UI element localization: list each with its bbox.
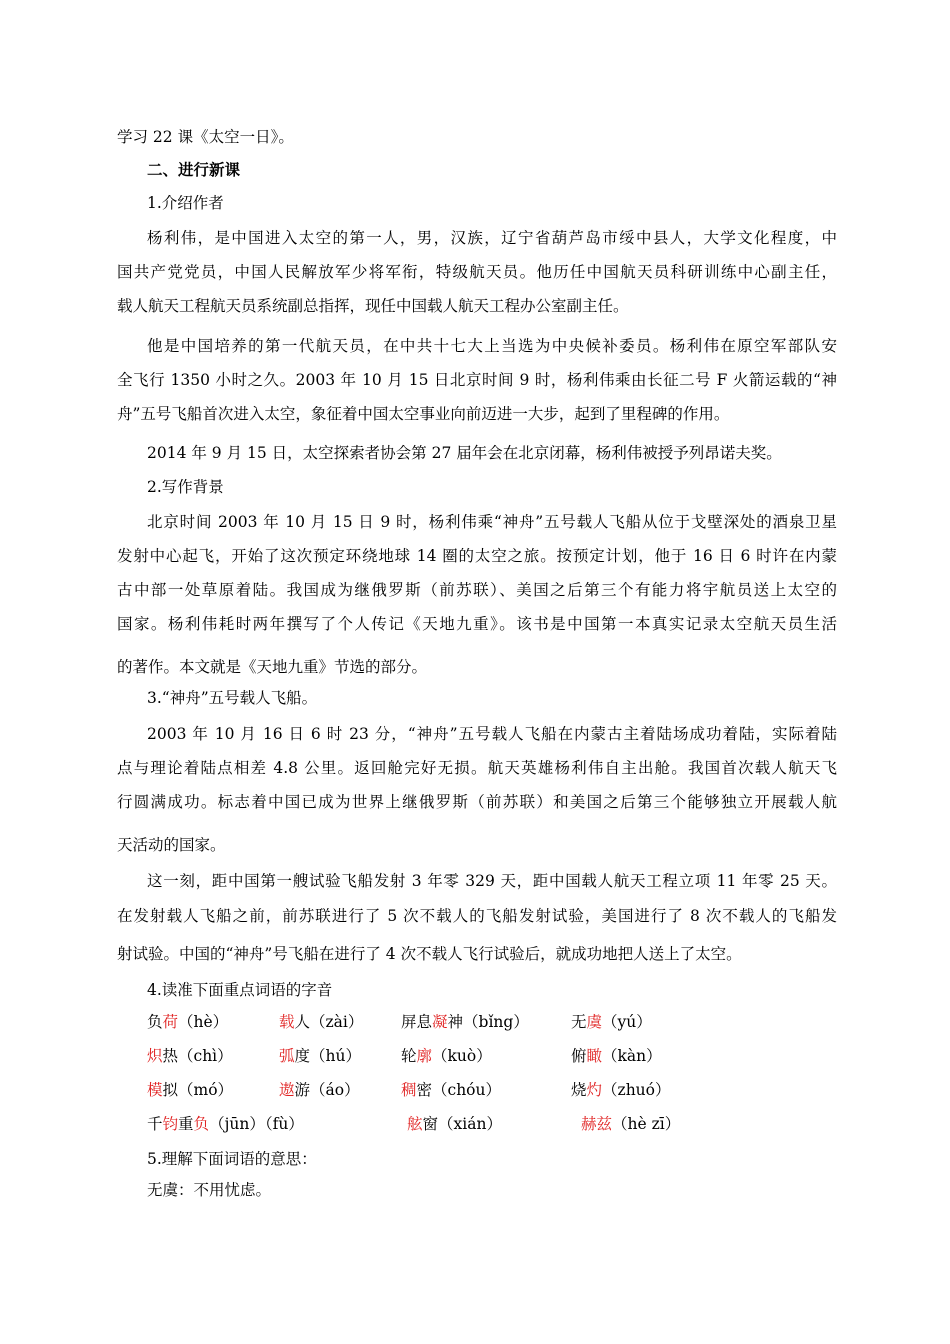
vocab-item: 炽热（chì） bbox=[147, 1047, 233, 1065]
vocab-item: 负荷（hè） bbox=[147, 1013, 229, 1031]
vocab-item: 稠密（chóu） bbox=[401, 1081, 501, 1099]
shenzhou-p1-line3: 行圆满成功。标志着中国已成为世界上继俄罗斯（前苏联）和美国之后第三个能够独立开展载人航 bbox=[117, 793, 837, 811]
shenzhou-heading: 3.“神舟”五号载人飞船。 bbox=[147, 689, 318, 707]
vocab-item: 轮廓（kuò） bbox=[401, 1047, 492, 1065]
background-line2: 发射中心起飞，开始了这次预定环绕地球 14 圈的太空之旅。按预定计划，他于 16 日 6 时许在内蒙 bbox=[117, 547, 837, 565]
vocab-item: 遨游（áo） bbox=[279, 1081, 360, 1099]
vocab-item: 赫兹（hè zī） bbox=[581, 1115, 681, 1133]
author-p1-line2: 国共产党党员，中国人民解放军少将军衔，特级航天员。他历任中国航天员科研训练中心副主任， bbox=[117, 263, 837, 281]
vocab-heading: 4.读准下面重点词语的字音 bbox=[147, 981, 333, 999]
intro-tail: 学习 22 课《太空一日》。 bbox=[117, 128, 294, 146]
background-line3: 古中部一处草原着陆。我国成为继俄罗斯（前苏联）、美国之后第三个有能力将宇航员送上太空的 bbox=[117, 581, 837, 599]
meaning-heading: 5.理解下面词语的意思： bbox=[147, 1150, 317, 1168]
vocab-item: 屏息凝神（bǐng） bbox=[401, 1013, 529, 1031]
shenzhou-p2-line3: 射试验。中国的“神舟”号飞船在进行了 4 次不载人飞行试验后，就成功地把人送上了太空。 bbox=[117, 945, 742, 963]
shenzhou-p1-line4: 天活动的国家。 bbox=[117, 836, 226, 854]
background-line4: 国家。杨利伟耗时两年撰写了个人传记《天地九重》。该书是中国第一本真实记录太空航天员生活 bbox=[117, 615, 837, 633]
author-p1-line1: 杨利伟，是中国进入太空的第一人，男，汉族，辽宁省葫芦岛市绥中县人，大学文化程度，中 bbox=[147, 229, 837, 247]
author-p2-line2: 全飞行 1350 小时之久。2003 年 10 月 15 日北京时间 9 时，杨利伟乘由长征二号 F 火箭运载的“神 bbox=[117, 371, 837, 389]
vocab-item: 千钧重负（jūn）（fù） bbox=[147, 1115, 304, 1133]
author-p2-line3: 舟”五号飞船首次进入太空，象征着中国太空事业向前迈进一大步，起到了里程碑的作用。 bbox=[117, 405, 730, 423]
vocab-item: 弧度（hú） bbox=[279, 1047, 361, 1065]
shenzhou-p2-line2: 在发射载人飞船之前，前苏联进行了 5 次不载人的飞船发射试验，美国进行了 8 次不载人的飞船发 bbox=[117, 907, 837, 925]
background-line5: 的著作。本文就是《天地九重》节选的部分。 bbox=[117, 658, 428, 676]
vocab-item: 模拟（mó） bbox=[147, 1081, 234, 1099]
meaning-item: 无虞：不用忧虑。 bbox=[147, 1181, 272, 1199]
author-p1-line3: 载人航天工程航天员系统副总指挥，现任中国载人航天工程办公室副主任。 bbox=[117, 297, 629, 315]
vocab-item: 舷窗（xián） bbox=[407, 1115, 502, 1133]
author-p2-line1: 他是中国培养的第一代航天员，在中共十七大上当选为中央候补委员。杨利伟在原空军部队安 bbox=[147, 337, 837, 355]
vocab-item: 烧灼（zhuó） bbox=[571, 1081, 671, 1099]
background-line1: 北京时间 2003 年 10 月 15 日 9 时，杨利伟乘“神舟”五号载人飞船从位于戈壁深处的酒泉卫星 bbox=[147, 513, 837, 531]
vocab-item: 无虞（yú） bbox=[571, 1013, 652, 1031]
author-heading: 1.介绍作者 bbox=[147, 194, 224, 212]
shenzhou-p1-line2: 点与理论着陆点相差 4.8 公里。返回舱完好无损。航天英雄杨利伟自主出舱。我国首次载人航天飞 bbox=[117, 759, 837, 777]
vocab-item: 载人（zài） bbox=[279, 1013, 364, 1031]
author-p3: 2014 年 9 月 15 日，太空探索者协会第 27 届年会在北京闭幕，杨利伟被授予列昂诺夫奖。 bbox=[147, 444, 782, 462]
shenzhou-p1-line1: 2003 年 10 月 16 日 6 时 23 分，“神舟”五号载人飞船在内蒙古主着陆场成功着陆，实际着陆 bbox=[147, 725, 837, 743]
section-heading: 二、进行新课 bbox=[147, 160, 241, 179]
shenzhou-p2-line1: 这一刻，距中国第一艘试验飞船发射 3 年零 329 天，距中国载人航天工程立项 11 年零 25 天。 bbox=[147, 872, 837, 890]
background-heading: 2.写作背景 bbox=[147, 478, 224, 496]
vocab-item: 俯瞰（kàn） bbox=[571, 1047, 662, 1065]
